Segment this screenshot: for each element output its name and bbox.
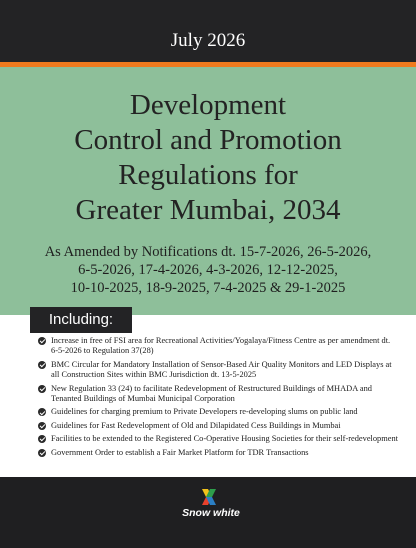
book-title-line: Greater Mumbai, 2034 [75, 194, 341, 226]
contents-list [38, 336, 398, 461]
edition-date: July 2026 [170, 30, 246, 51]
book-title [0, 88, 416, 228]
list-item-text: Government Order to establish a Fair Market Platform for TDR Transactions [51, 447, 309, 457]
check-circle-icon [38, 408, 46, 416]
list-item-text: Facilities to be extended to the Registered Co-Operative Housing Societies for their self-redevelopment [51, 434, 398, 444]
subtitle-line: 10-10-2025, 18-9-2025, 7-4-2025 & 29-1-2025 [70, 280, 346, 296]
book-title-line: Regulations for [118, 159, 298, 191]
list-item-text: BMC Circular for Mandatory Installation of Sensor-Based Air Quality Monitors and LED Displays at all Construction Sites within BMC Jurisdiction dt. 13-5-2025 [51, 359, 392, 380]
snow-white-logo-icon [200, 488, 218, 506]
publisher-logo [176, 488, 246, 528]
publisher-name: Snow white [182, 507, 240, 519]
book-title-line: Development [129, 89, 287, 121]
list-item [38, 384, 398, 405]
subtitle-line: 6-5-2026, 17-4-2026, 4-3-2026, 12-12-2025, [78, 262, 338, 278]
book-title-line: Control and Promotion [74, 124, 342, 156]
list-item-text: Increase in free of FSI area for Recreational Activities/Yogalaya/Fitness Centre as per amendment dt. 6-5-2026 to Regulation 37(28) [51, 336, 391, 356]
check-circle-icon [38, 385, 46, 393]
list-item [38, 448, 398, 458]
list-item [38, 407, 398, 417]
check-circle-icon [38, 422, 46, 430]
amendment-subtitle [0, 243, 416, 297]
list-item [38, 434, 398, 444]
list-item [38, 421, 398, 431]
list-item-text: Guidelines for charging premium to Private Developers re-developing slums on public land [51, 407, 358, 417]
list-item [38, 336, 398, 357]
list-item-text: Guidelines for Fast Redevelopment of Old and Dilapidated Cess Buildings in Mumbai [51, 420, 341, 430]
check-circle-icon [38, 337, 46, 345]
including-heading: Including: [30, 307, 132, 333]
check-circle-icon [38, 361, 46, 369]
check-circle-icon [38, 435, 46, 443]
list-item [38, 360, 398, 381]
check-circle-icon [38, 449, 46, 457]
subtitle-line: As Amended by Notifications dt. 15-7-2026, 26-5-2026, [44, 244, 372, 260]
list-item-text: New Regulation 33 (24) to facilitate Redevelopment of Restructured Buildings of MHADA and Tenanted Buildings of Mumbai Municipal Corporation [51, 383, 372, 404]
